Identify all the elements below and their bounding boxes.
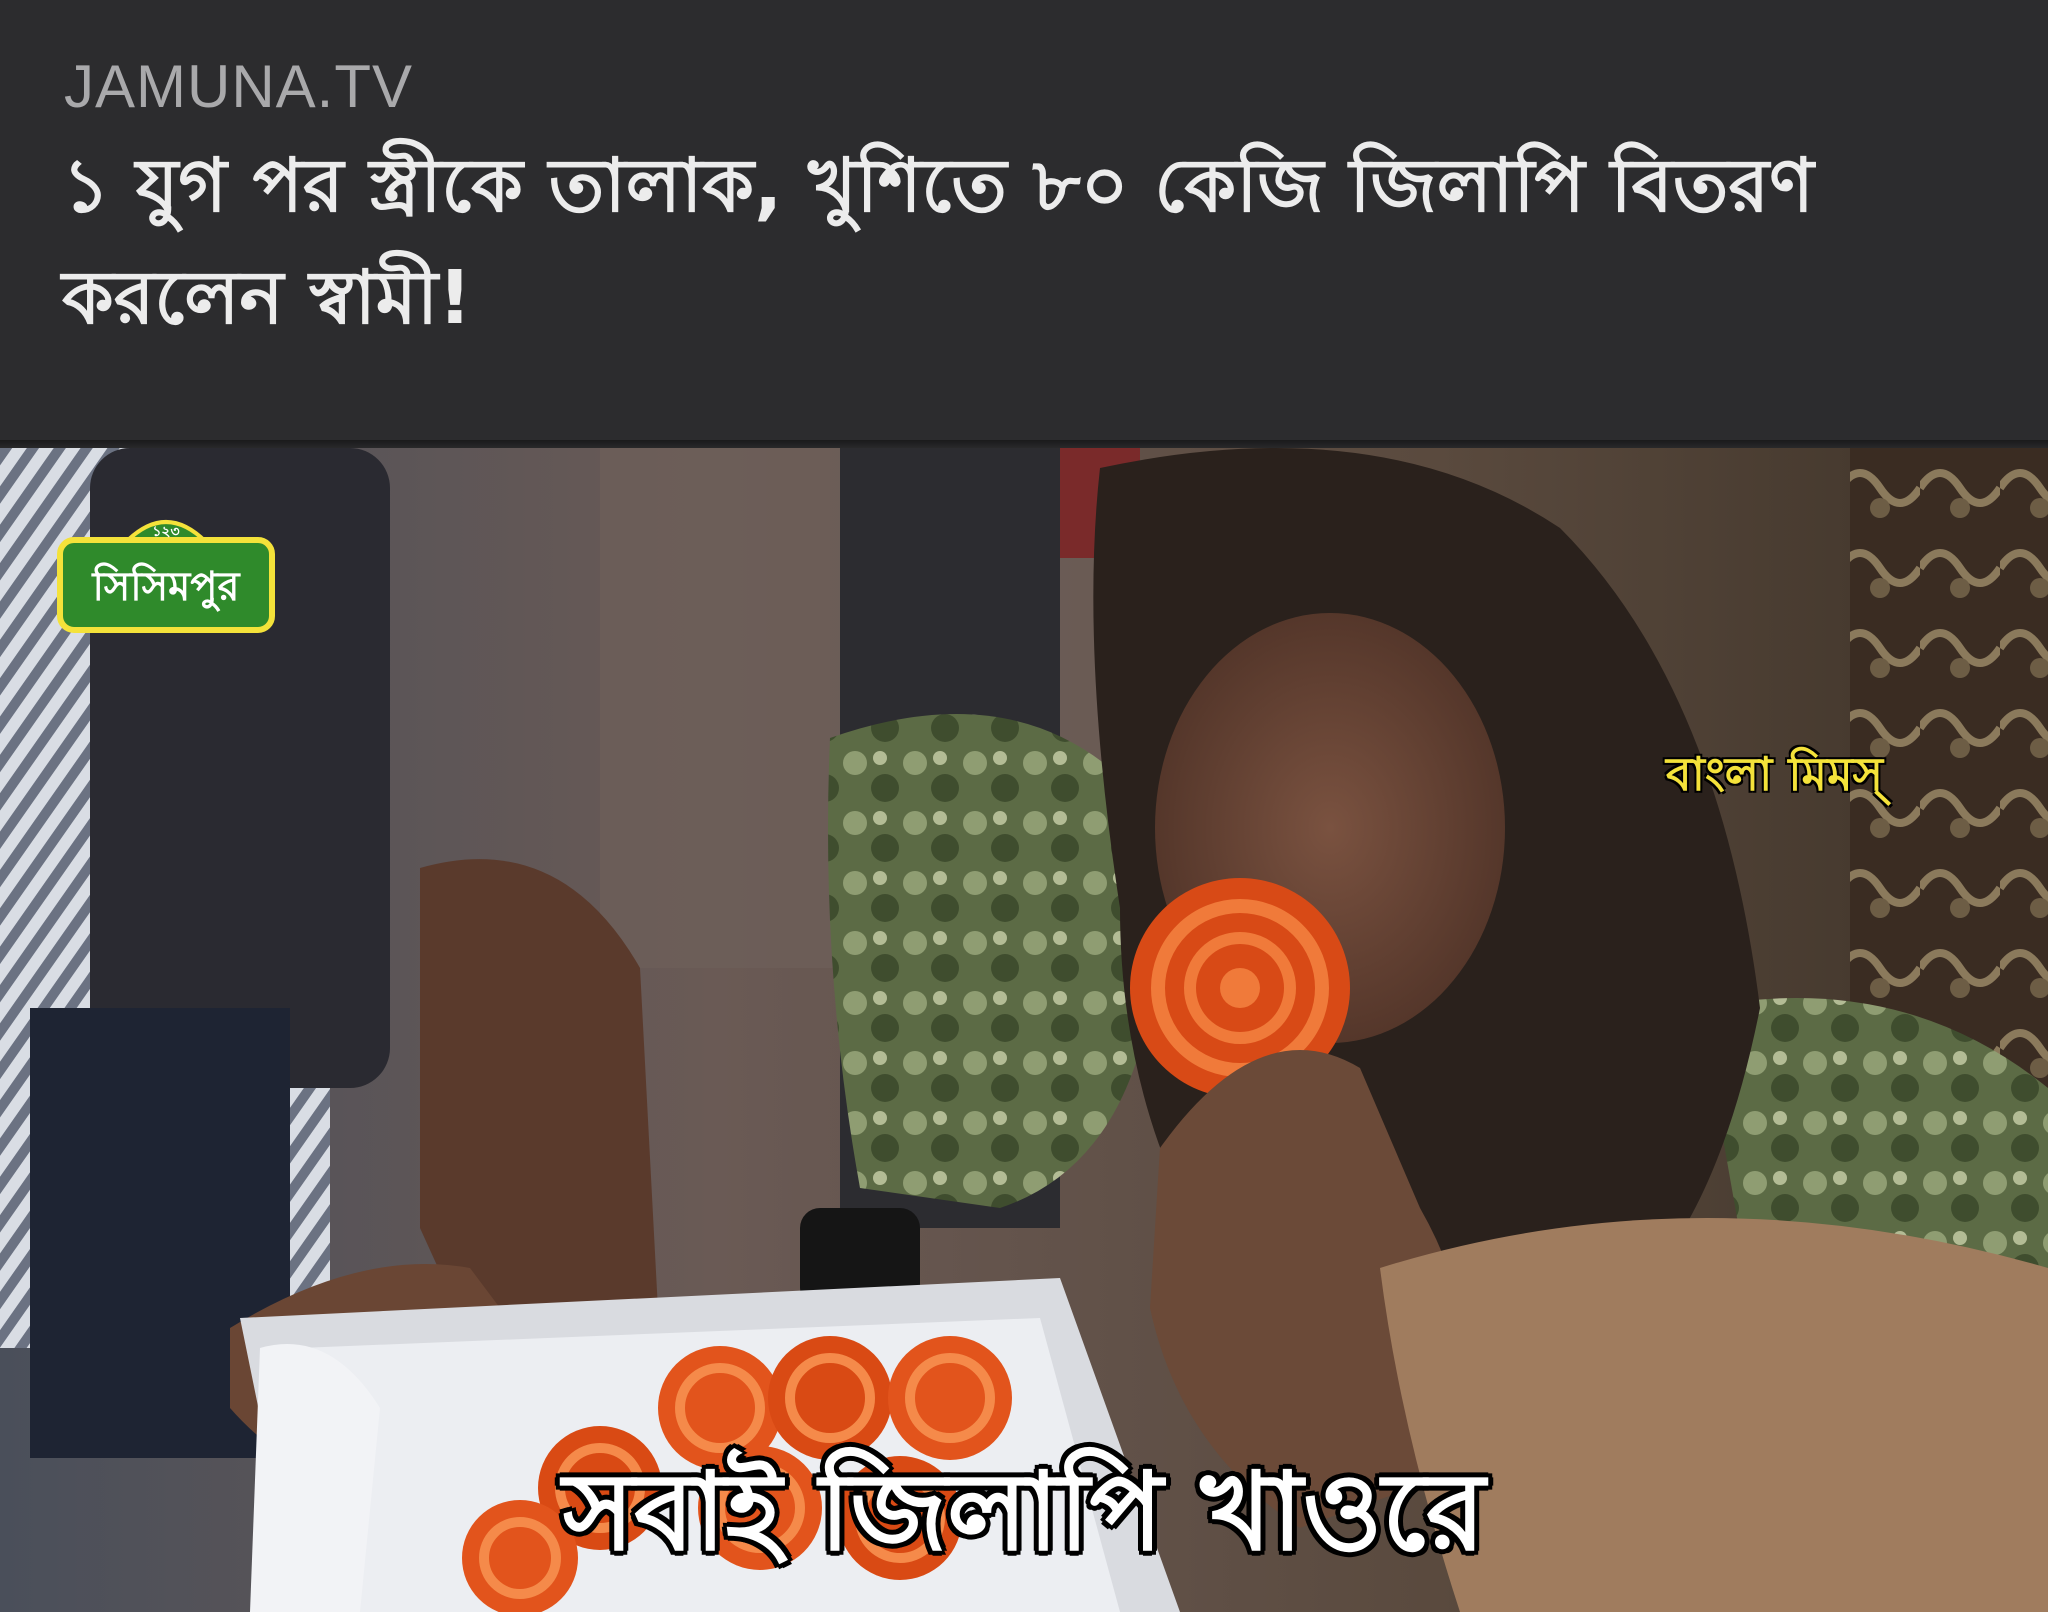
- news-source[interactable]: JAMUNA.TV: [64, 53, 414, 120]
- logo-badge-text: ১২৩: [152, 524, 180, 540]
- meme-photo[interactable]: [0, 448, 2048, 1612]
- news-headline[interactable]: ১ যুগ পর স্ত্রীকে তালাক, খুশিতে ৮০ কেজি জিলাপি বিতরণ করলেন স্বামী!: [62, 143, 1814, 341]
- sisimpur-logo: [56, 508, 276, 638]
- news-header: [0, 0, 2048, 448]
- watermark: বাংলা মিমস্: [1666, 747, 1884, 801]
- logo-name: সিসিমপুর: [92, 564, 240, 610]
- meme-caption: সবাই জিলাপি খাওরে: [562, 1450, 1486, 1575]
